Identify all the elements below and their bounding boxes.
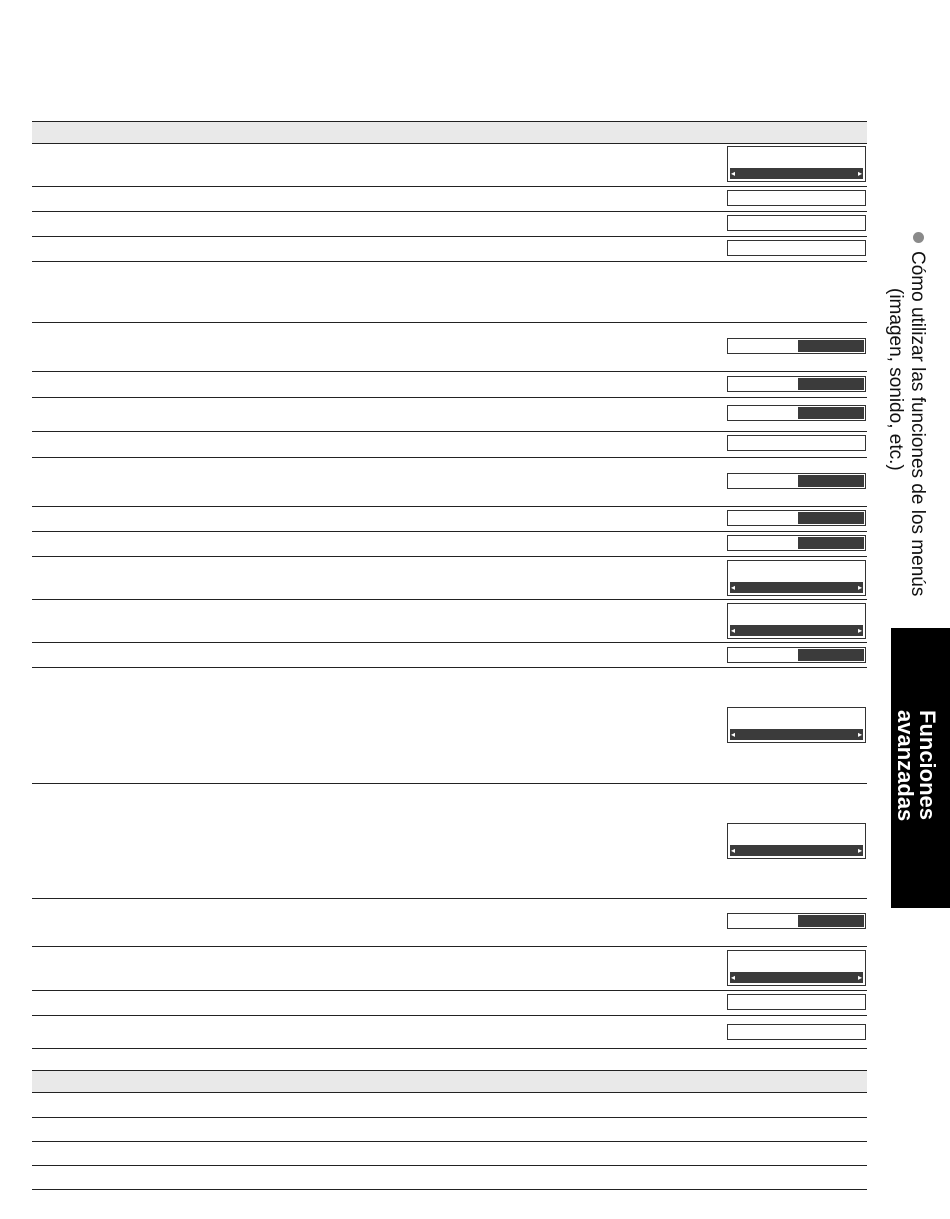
level-bar-fill (798, 537, 864, 549)
option-selector (727, 603, 866, 639)
side-caption (884, 232, 928, 596)
arrow-right-icon: ▸ (857, 583, 862, 592)
level-bar-fill (798, 649, 864, 661)
side-caption-line2: (imagen, sonido, etc.) (885, 288, 906, 471)
option-selector (727, 950, 866, 986)
row-divider (32, 397, 867, 398)
arrow-right-icon: ▸ (857, 973, 862, 982)
level-bar-fill (798, 407, 864, 419)
arrow-right-icon: ▸ (857, 730, 862, 739)
level-bar-fill (798, 512, 864, 524)
row-divider (32, 186, 867, 187)
row-divider (32, 322, 867, 323)
level-bar (727, 510, 866, 526)
row-divider (32, 211, 867, 212)
table-header-band (32, 121, 867, 144)
setting-box (727, 240, 866, 256)
row-divider (32, 556, 867, 557)
row-divider (32, 783, 867, 784)
level-bar (727, 647, 866, 663)
row-divider (32, 531, 867, 532)
arrow-left-icon: ◂ (731, 169, 736, 178)
level-bar (727, 405, 866, 421)
row-divider (32, 667, 867, 668)
setting-box (727, 1024, 866, 1040)
row-divider (32, 457, 867, 458)
row-divider (32, 431, 867, 432)
option-selector (727, 146, 866, 182)
section-tab-line2: avanzadas (893, 710, 918, 822)
arrow-right-icon: ▸ (857, 169, 862, 178)
table-header-band (32, 1070, 867, 1093)
level-bar (727, 535, 866, 551)
level-bar-fill (798, 378, 864, 390)
level-bar (727, 338, 866, 354)
arrow-left-icon: ◂ (731, 583, 736, 592)
level-bar (727, 473, 866, 489)
row-divider (32, 1117, 867, 1118)
option-selector (727, 560, 866, 596)
row-divider (32, 371, 867, 372)
level-bar-fill (798, 475, 864, 487)
arrow-left-icon: ◂ (731, 730, 736, 739)
row-divider (32, 990, 867, 991)
arrow-left-icon: ◂ (731, 846, 736, 855)
section-tab-line1: Funciones (915, 710, 940, 821)
setting-box (727, 215, 866, 231)
section-tab (891, 628, 950, 908)
arrow-right-icon: ▸ (857, 626, 862, 635)
row-divider (32, 261, 867, 262)
option-selector (727, 707, 866, 743)
row-divider (32, 1048, 867, 1049)
row-divider (32, 1165, 867, 1166)
row-divider (32, 898, 867, 899)
row-divider (32, 1141, 867, 1142)
row-divider (32, 236, 867, 237)
arrow-left-icon: ◂ (731, 973, 736, 982)
setting-box (727, 190, 866, 206)
row-divider (32, 946, 867, 947)
level-bar (727, 376, 866, 392)
row-divider (32, 642, 867, 643)
row-divider (32, 506, 867, 507)
level-bar (727, 913, 866, 929)
row-divider (32, 599, 867, 600)
level-bar-fill (798, 340, 864, 352)
level-bar-fill (798, 915, 864, 927)
bullet-icon (913, 232, 924, 243)
arrow-right-icon: ▸ (857, 846, 862, 855)
row-divider (32, 1015, 867, 1016)
row-divider (32, 1189, 867, 1190)
setting-box (727, 994, 866, 1010)
setting-box (727, 435, 866, 451)
option-selector (727, 823, 866, 859)
arrow-left-icon: ◂ (731, 626, 736, 635)
side-caption-line1: Cómo utilizar las funciones de los menús (907, 251, 928, 597)
